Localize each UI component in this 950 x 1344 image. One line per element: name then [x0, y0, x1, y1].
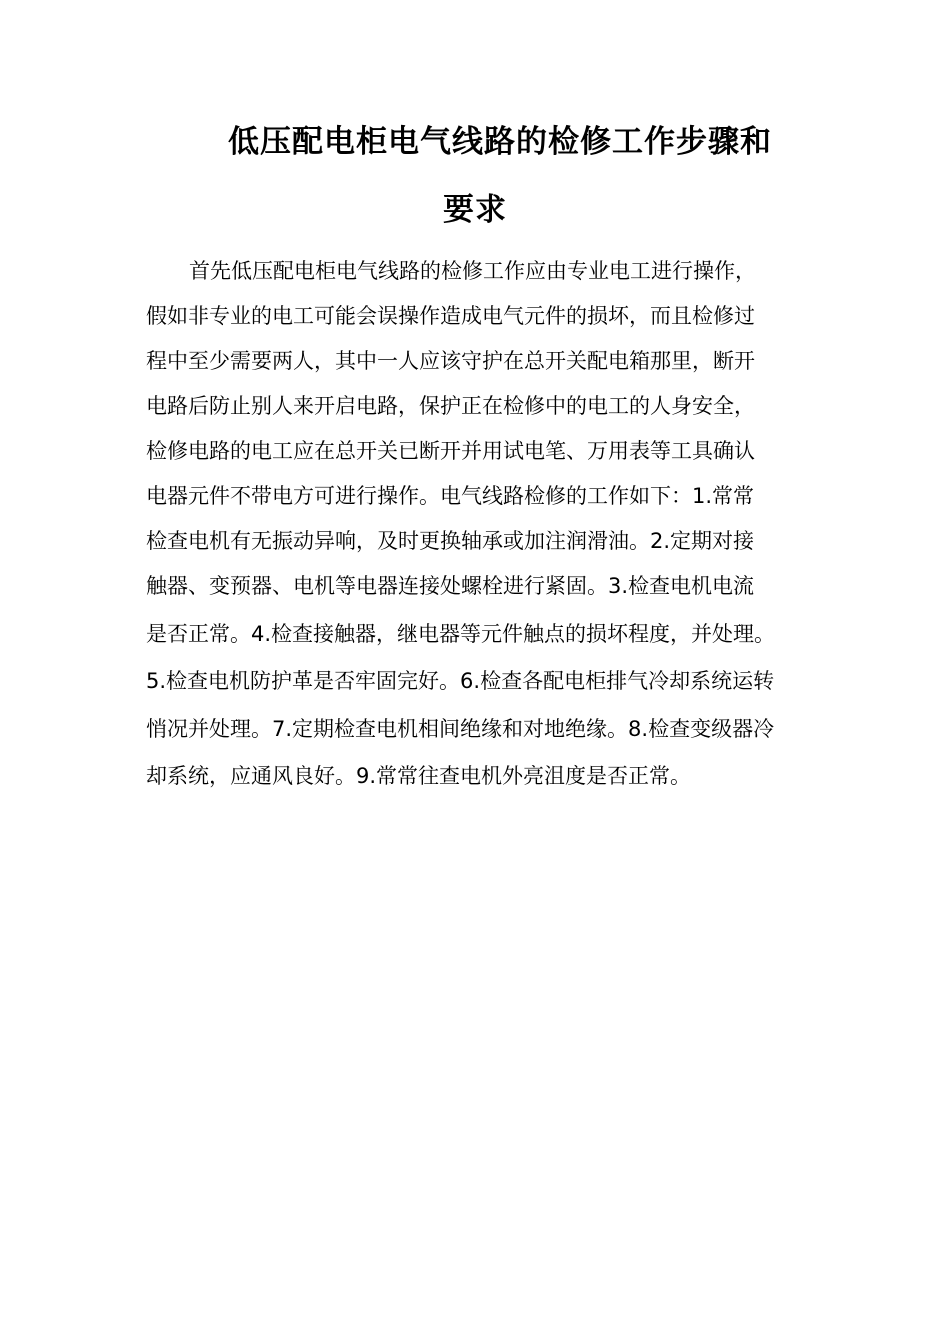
- paragraph-line-4: 电路后防止别人来开启电路，保护正在检修中的电工的人身安全，: [146, 394, 755, 418]
- document-title-line-2: 要求: [443, 192, 507, 228]
- paragraph-line-9: 是否正常。4.检查接触器，继电器等元件触点的损坏程度，并处理。: [146, 622, 776, 646]
- paragraph-line-6: 电器元件不带电方可进行操作。电气线路检修的工作如下：1.常常: [146, 484, 755, 508]
- paragraph-line-7: 检查电机有无振动异响，及时更换轴承或加注润滑油。2.定期对接: [146, 529, 755, 553]
- paragraph-line-5: 检修电路的电工应在总开关已断开并用试电笔、万用表等工具确认: [146, 439, 755, 463]
- paragraph-line-8: 触器、变预器、电机等电器连接处螺栓进行紧固。3.检查电机电流: [146, 574, 755, 598]
- paragraph-line-10: 5.检查电机防护革是否牢固完好。6.检查各配电柜排气冷却系统运转: [146, 669, 775, 693]
- document-title-line-1: 低压配电柜电气线路的检修工作步骤和: [228, 124, 772, 160]
- paragraph-line-2: 假如非专业的电工可能会误操作造成电气元件的损坏，而且检修过: [146, 304, 755, 328]
- paragraph-line-11: 悄况并处理。7.定期检查电机相间绝缘和对地绝缘。8.检查变级器冷: [146, 717, 775, 741]
- paragraph-line-12: 却系统，应通风良好。9.常常往查电机外亮沮度是否正常。: [146, 764, 692, 788]
- paragraph-line-1: 首先低压配电柜电气线路的检修工作应由专业电工进行操作，: [189, 259, 756, 283]
- paragraph-line-3: 程中至少需要两人，其中一人应该守护在总开关配电箱那里，断开: [146, 349, 755, 373]
